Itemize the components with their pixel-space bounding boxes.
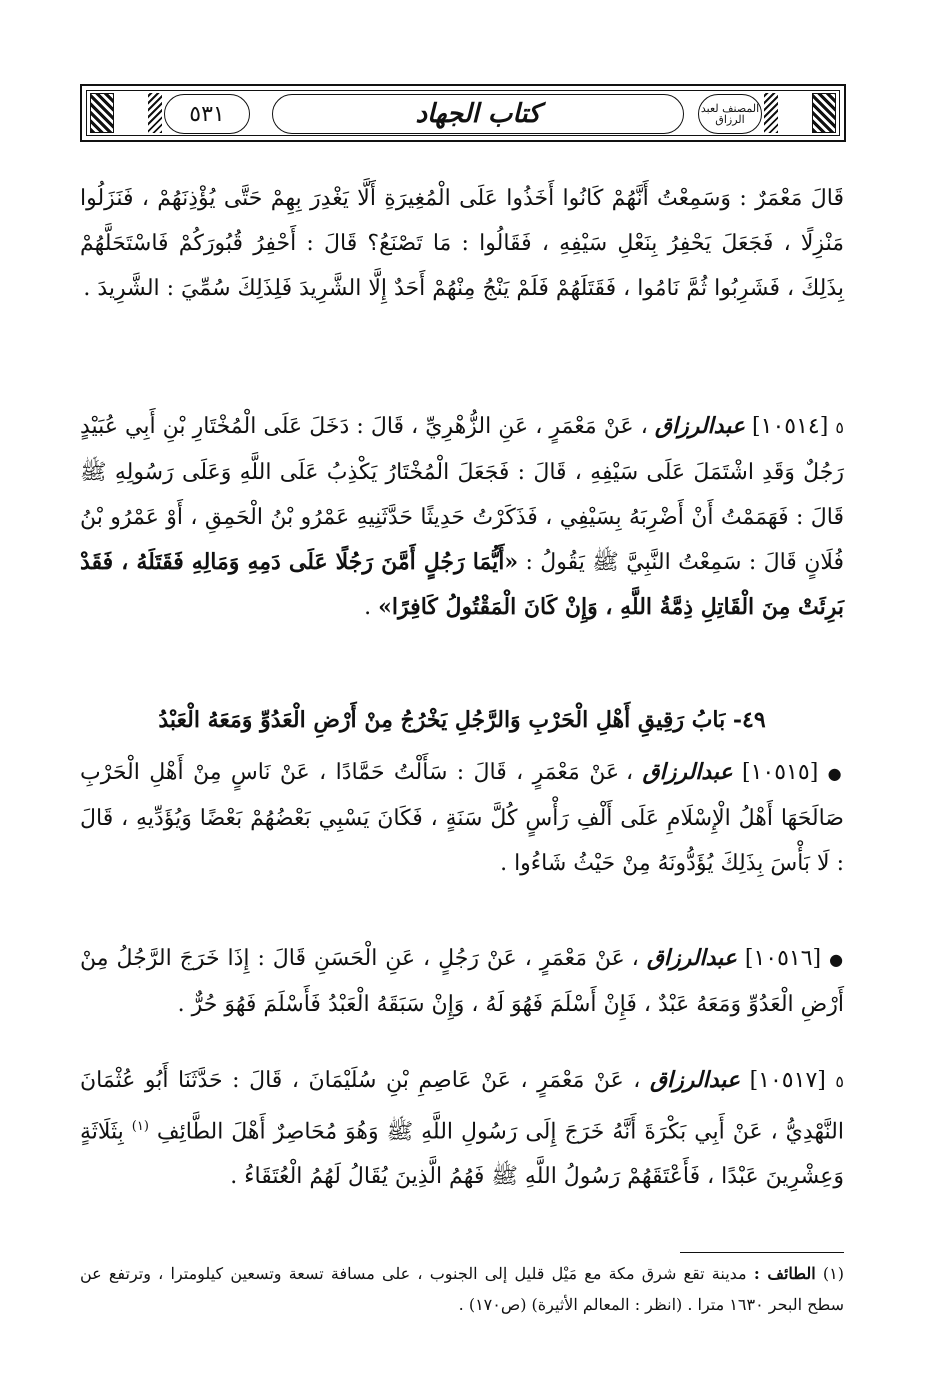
hadith-text: ، عَنْ مَعْمَرٍ ، عَنِ الزُّهْرِيِّ ، قَالَ : دَخَلَ عَلَى الْمُخْتَارِ بْنِ أَبِي عُبَيْدٍ رَجُلٌ وَقَدِ اشْتَمَلَ عَلَى سَيْفِهِ ، قَالَ : فَجَعَلَ الْمُخْتَارُ يَكْذِبُ عَلَى اللَّهِ وَعَلَى رَسُولِهِ ﷺ قَالَ : فَهَمَمْتُ أَنْ أَضْرِبَهُ بِسَيْفِي ، فَذَكَرْتُ حَدِيثًا حَدَّثَنِيهِ عَمْرُو بْنُ الْحَمِقِ ، أَوْ عَمْرُو بْنُ فُلَانٍ قَالَ : سَمِعْتُ النَّبِيَّ ﷺ يَقُولُ :: [80, 414, 844, 575]
hadith-text: ، عَنْ مَعْمَرٍ ، قَالَ : سَأَلْتُ حَمَّادًا ، عَنْ نَاسٍ مِنْ أَهْلِ الْحَرْبِ صَالَحَهَا أَهْلُ الْإِسْلَامِ عَلَى أَلْفِ رَأْسٍ كُلَّ سَنَةٍ ، فَكَانَ يَسْبِي بَعْضُهُمْ بَعْضًا وَيُؤَدِّيهِ ، قَالَ : لَا بَأْسَ بِذَلِكَ يُؤَدُّونَهُ مِنْ حَيْثُ شَاءُوا .: [80, 760, 844, 876]
hadith-text: ، عَنْ مَعْمَرٍ ، عَنْ رَجُلٍ ، عَنِ الْحَسَنِ قَالَ : إِذَا خَرَجَ الرَّجُلُ مِنْ أَرْضِ الْعَدُوِّ وَمَعَهُ عَبْدٌ ، فَإِنْ أَسْلَمَ فَهُوَ لَهُ ، وَإِنْ سَبَقَهُ الْعَبْدُ فَأَسْلَمَ فَهُوَ حُرٌّ .: [80, 946, 844, 1017]
narrator-name: عبدالرزاق: [646, 945, 737, 971]
ornament-border: [812, 93, 836, 133]
paragraph-text: قَالَ مَعْمَرٌ : وَسَمِعْتُ أَنَّهُمْ كَانُوا أَخَذُوا عَلَى الْمُغِيرَةِ أَلَّا يَغْدِرَ بِهِمْ حَتَّى يُؤْذِنَهُمْ ، فَنَزَلُوا مَنْزِلًا ، فَجَعَلَ يَحْفِرُ بِنَعْلِ سَيْفِهِ ، فَقَالُوا : مَا تَصْنَعُ؟ قَالَ : أَحْفِرُ قُبُورَكُمْ فَاسْتَحَلَّهُمْ بِذَلِكَ ، فَشَرِبُوا ثُمَّ نَامُوا ، فَقَتَلَهُمْ فَلَمْ يَنْجُ مِنْهُمْ أَحَدٌ إِلَّا الشَّرِيدَ فَلِذَلِكَ سُمِّيَ : الشَّرِيدَ .: [80, 186, 844, 301]
ornament-border: [764, 93, 778, 133]
hadith-10514: [80, 404, 844, 630]
narrator-name: عبدالرزاق: [654, 413, 745, 439]
book-brand-medallion: [698, 94, 762, 134]
hadith-10516: [80, 936, 844, 1027]
hadith-number: [١٠٥١٧]: [749, 1068, 826, 1093]
hadith-marker: ٥: [835, 1072, 844, 1091]
page-number: ٥٣١: [189, 101, 225, 127]
hadith-number: [١٠٥١٤]: [752, 414, 829, 439]
header-cartouche: [272, 94, 684, 134]
hadith-tail: .: [364, 595, 372, 620]
hadith-marker: ●: [827, 764, 844, 783]
footnote: [80, 1258, 844, 1320]
footnote-reference[interactable]: (١): [131, 1119, 149, 1134]
book-brand: المصنف لعبد الرزاق: [700, 102, 760, 126]
hadith-number: [١٠٥١٥]: [742, 760, 819, 785]
footnote-number: (١): [822, 1264, 844, 1283]
ornament-border: [90, 93, 114, 133]
hadith-10517: [80, 1058, 844, 1199]
hadith-text: ، عَنْ مَعْمَرٍ ، عَنْ عَاصِمِ بْنِ سُلَيْمَانَ ، قَالَ : حَدَّثَنَا أَبُو عُثْمَانَ النَّهْدِيُّ ، عَنْ أَبِي بَكْرَةَ أَنَّهُ خَرَجَ إِلَى رَسُولِ اللَّهِ ﷺ وَهُوَ مُحَاصِرٌ أَهْلَ الطَّائِفِ: [80, 1068, 844, 1145]
narrator-name: عبدالرزاق: [642, 759, 733, 785]
hadith-marker: ٥: [835, 418, 844, 437]
hadith-marker: ●: [829, 950, 844, 969]
footnote-term: الطائف :: [753, 1264, 816, 1283]
footnote-divider: [680, 1252, 844, 1253]
hadith-10515: [80, 750, 844, 886]
paragraph: [80, 176, 844, 311]
chapter-heading: ٤٩- بَابُ رَقِيقِ أَهْلِ الْحَرْبِ وَالرَّجُلِ يَخْرُجُ مِنْ أَرْضِ الْعَدُوِّ وَمَعَهُ الْعَبْدُ: [158, 707, 766, 733]
footnote-text: مدينة تقع شرق مكة مع مَيْل قليل إلى الجنوب ، على مسافة تسعة وتسعين كيلومترا ، وترتفع عن سطح البحر ١٦٣٠ مترا . (انظر : المعالم الأثيرة) (ص١٧٠) .: [80, 1264, 844, 1314]
ornament-border: [148, 93, 162, 133]
narrator-name: عبدالرزاق: [649, 1067, 741, 1093]
hadith-tail: بِثَلَاثَةٍ وَعِشْرِينَ عَبْدًا ، فَأَعْتَقَهُمْ رَسُولُ اللَّهِ ﷺ فَهُمُ الَّذِينَ يُقَالُ لَهُمُ الْعُتَقَاءُ .: [80, 1119, 844, 1190]
prophetic-quote: «أَيُّمَا رَجُلٍ أَمَّنَ رَجُلًا عَلَى دَمِهِ وَمَالِهِ فَقَتَلَهُ ، فَقَدْ بَرِئَتْ مِنَ الْقَاتِلِ ذِمَّةُ اللَّهِ ، وَإِنْ كَانَ الْمَقْتُولُ كَافِرًا»: [80, 549, 844, 620]
hadith-number: [١٠٥١٦]: [744, 946, 822, 971]
page-header: [80, 84, 846, 142]
page-number-medallion: [164, 94, 250, 134]
book-section-title: كتاب الجهاد: [415, 99, 541, 129]
